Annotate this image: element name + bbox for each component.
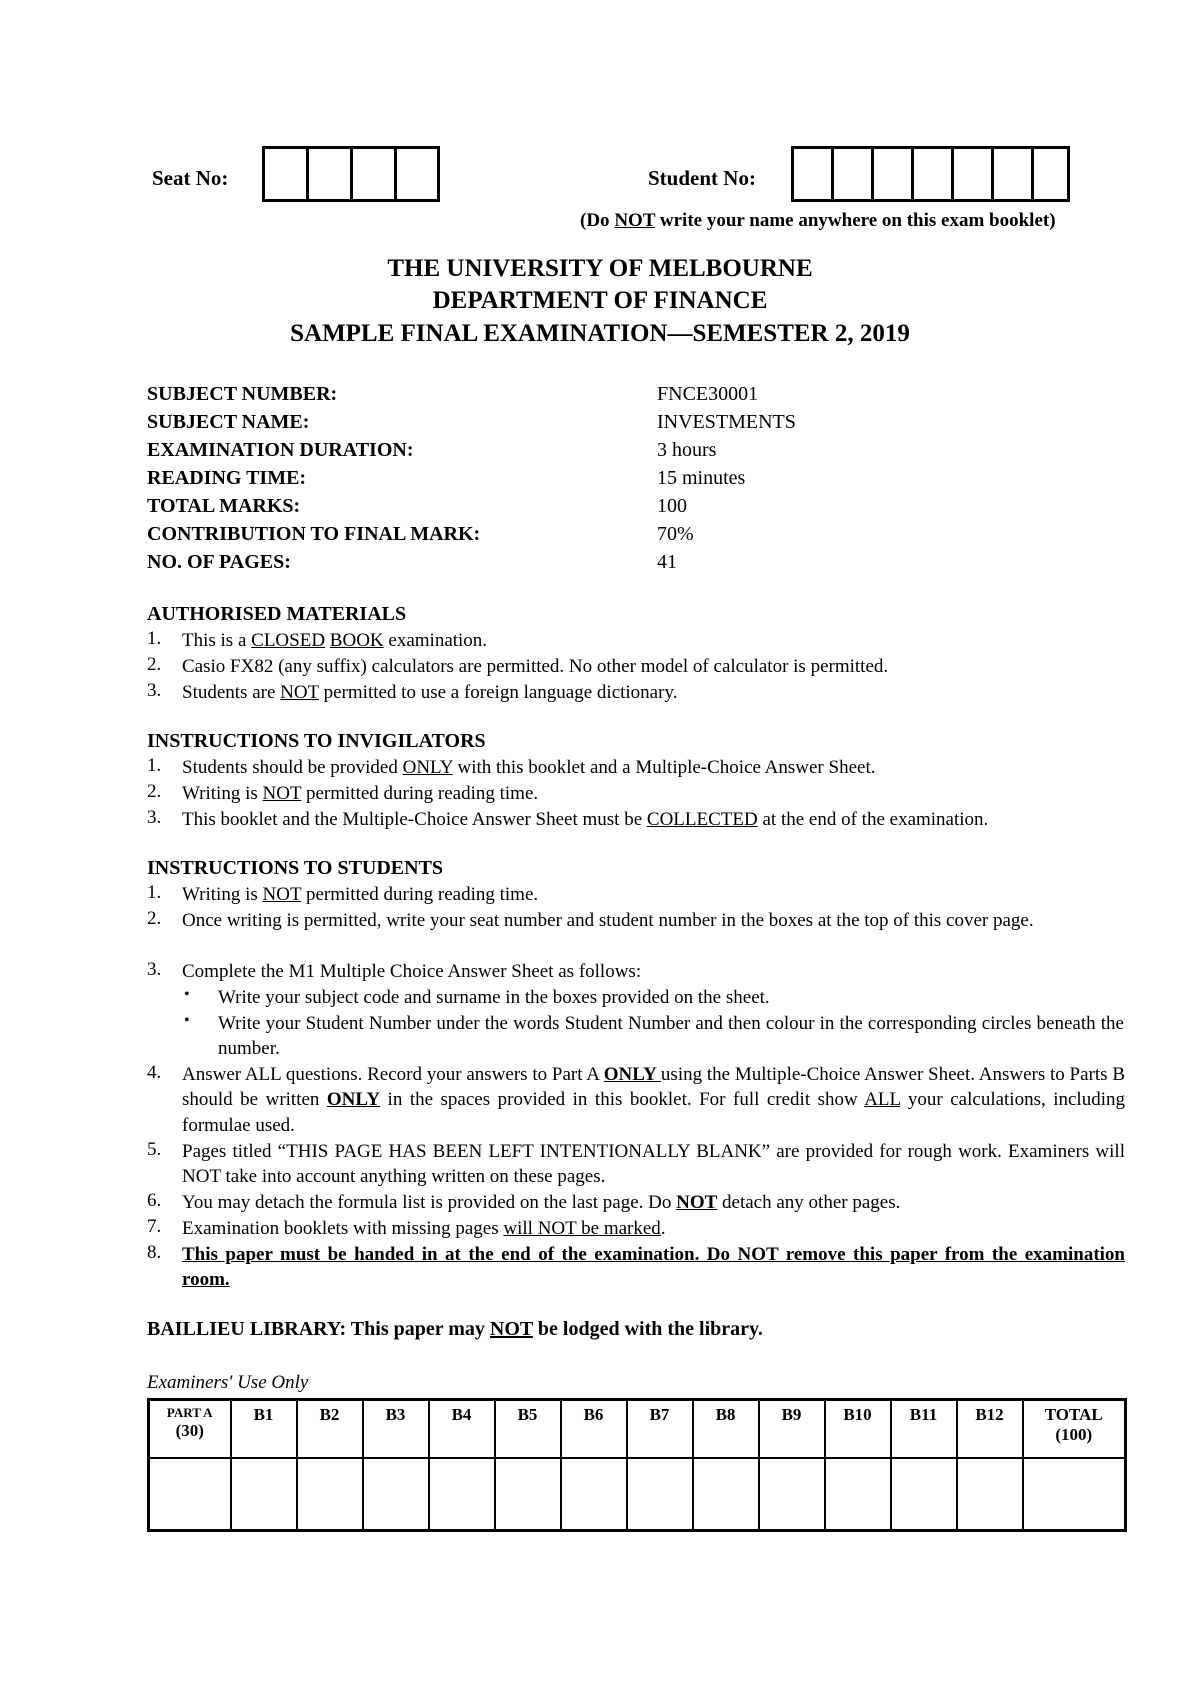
student-number-box[interactable]: [794, 149, 834, 199]
students-item-3: Complete the M1 Multiple Choice Answer Sheet as follows:: [182, 961, 642, 982]
detail-label-duration: EXAMINATION DURATION:: [147, 439, 414, 461]
detail-value-subject-number: FNCE30001: [657, 383, 759, 405]
students-item-1: Writing is NOT permitted during reading time.: [182, 884, 539, 905]
column-header-total: TOTAL (100): [1023, 1400, 1126, 1458]
mark-cell[interactable]: [149, 1458, 231, 1531]
bullet-icon: •: [184, 986, 190, 1003]
list-number: 1.: [147, 755, 162, 776]
students-bullet-2: Write your Student Number under the words Student Number and then colour in the corresponding circles beneath the number.: [218, 1013, 1124, 1060]
mark-cell[interactable]: [825, 1458, 891, 1531]
mark-cell[interactable]: [561, 1458, 627, 1531]
detail-value-subject-name: INVESTMENTS: [657, 411, 796, 433]
column-header: B7: [627, 1400, 693, 1458]
list-number: 2.: [147, 908, 162, 929]
student-number-label: Student No:: [648, 166, 756, 190]
list-number: 1.: [147, 882, 162, 903]
table-row: [149, 1458, 1126, 1531]
column-header-part-a: PART A (30): [149, 1400, 231, 1458]
invigilators-item-3: This booklet and the Multiple-Choice Answer Sheet must be COLLECTED at the end of the examination.: [182, 809, 989, 830]
list-number: 5.: [147, 1139, 162, 1160]
column-header: B4: [429, 1400, 495, 1458]
authorised-item-2: Casio FX82 (any suffix) calculators are permitted. No other model of calculator is permitted.: [182, 656, 889, 677]
column-header: B1: [231, 1400, 297, 1458]
mark-cell[interactable]: [891, 1458, 957, 1531]
column-header: B6: [561, 1400, 627, 1458]
student-number-box[interactable]: [994, 149, 1034, 199]
student-number-box[interactable]: [874, 149, 914, 199]
list-number: 4.: [147, 1062, 162, 1083]
invigilators-item-1: Students should be provided ONLY with this booklet and a Multiple-Choice Answer Sheet.: [182, 757, 876, 778]
authorised-item-1: This is a CLOSED BOOK examination.: [182, 630, 488, 651]
authorised-materials-heading: AUTHORISED MATERIALS: [147, 603, 407, 625]
detail-label-contribution: CONTRIBUTION TO FINAL MARK:: [147, 523, 481, 545]
seat-number-box[interactable]: [265, 149, 309, 199]
student-number-box[interactable]: [834, 149, 874, 199]
detail-label-subject-name: SUBJECT NAME:: [147, 411, 310, 433]
list-number: 2.: [147, 781, 162, 802]
mark-cell[interactable]: [363, 1458, 429, 1531]
list-number: 7.: [147, 1216, 162, 1237]
mark-cell-total[interactable]: [1023, 1458, 1126, 1531]
examiners-marks-table: [147, 1398, 1127, 1532]
table-header-row: [149, 1400, 1126, 1458]
detail-label-subject-number: SUBJECT NUMBER:: [147, 383, 338, 405]
students-item-2: Once writing is permitted, write your seat number and student number in the boxes at the top of this cover page.: [182, 910, 1034, 931]
list-number: 8.: [147, 1242, 162, 1263]
list-number: 3.: [147, 680, 162, 701]
list-number: 3.: [147, 959, 162, 980]
detail-value-reading-time: 15 minutes: [657, 467, 746, 489]
mark-cell[interactable]: [297, 1458, 363, 1531]
detail-label-total-marks: TOTAL MARKS:: [147, 495, 301, 517]
mark-cell[interactable]: [627, 1458, 693, 1531]
list-number: 3.: [147, 807, 162, 828]
university-title: THE UNIVERSITY OF MELBOURNE: [387, 255, 813, 282]
students-item-7: Examination booklets with missing pages will NOT be marked.: [182, 1218, 666, 1239]
invigilators-heading: INSTRUCTIONS TO INVIGILATORS: [147, 730, 486, 752]
column-header: B8: [693, 1400, 759, 1458]
students-bullet-1: Write your subject code and surname in the boxes provided on the sheet.: [218, 987, 770, 1008]
students-item-8: This paper must be handed in at the end of the examination. Do NOT remove this paper from the examination room.: [182, 1244, 1125, 1291]
invigilators-item-2: Writing is NOT permitted during reading time.: [182, 783, 539, 804]
column-header: B3: [363, 1400, 429, 1458]
seat-number-label: Seat No:: [152, 166, 229, 190]
exam-title: SAMPLE FINAL EXAMINATION—SEMESTER 2, 2019: [290, 320, 910, 347]
detail-value-total-marks: 100: [657, 495, 687, 517]
department-title: DEPARTMENT OF FINANCE: [432, 287, 768, 314]
column-header: B9: [759, 1400, 825, 1458]
column-header: B12: [957, 1400, 1023, 1458]
seat-number-box[interactable]: [353, 149, 397, 199]
mark-cell[interactable]: [495, 1458, 561, 1531]
students-item-5: Pages titled “THIS PAGE HAS BEEN LEFT INTENTIONALLY BLANK” are provided for rough work. Examiners will NOT take into account anything written on these pages.: [182, 1141, 1125, 1188]
seat-number-box[interactable]: [309, 149, 353, 199]
detail-label-reading-time: READING TIME:: [147, 467, 307, 489]
students-item-6: You may detach the formula list is provided on the last page. Do NOT detach any other pages.: [182, 1192, 901, 1213]
detail-value-pages: 41: [657, 551, 677, 573]
mark-cell[interactable]: [231, 1458, 297, 1531]
student-number-boxes[interactable]: [791, 146, 1070, 202]
examiners-caption: Examiners' Use Only: [147, 1372, 309, 1393]
students-heading: INSTRUCTIONS TO STUDENTS: [147, 857, 444, 879]
student-number-box[interactable]: [914, 149, 954, 199]
column-header: B5: [495, 1400, 561, 1458]
mark-cell[interactable]: [759, 1458, 825, 1531]
student-number-box[interactable]: [1034, 149, 1067, 199]
authorised-item-3: Students are NOT permitted to use a foreign language dictionary.: [182, 682, 678, 703]
seat-number-boxes[interactable]: [262, 146, 440, 202]
mark-cell[interactable]: [957, 1458, 1023, 1531]
list-number: 1.: [147, 628, 162, 649]
seat-number-box[interactable]: [397, 149, 437, 199]
mark-cell[interactable]: [693, 1458, 759, 1531]
column-header: B11: [891, 1400, 957, 1458]
detail-value-contribution: 70%: [657, 523, 694, 545]
mark-cell[interactable]: [429, 1458, 495, 1531]
detail-label-pages: NO. OF PAGES:: [147, 551, 291, 573]
column-header: B10: [825, 1400, 891, 1458]
name-warning-note: (Do NOT write your name anywhere on this exam booklet): [580, 210, 1056, 231]
column-header: B2: [297, 1400, 363, 1458]
student-number-box[interactable]: [954, 149, 994, 199]
students-item-4: Answer ALL questions. Record your answers to Part A ONLY using the Multiple-Choice Answer Sheet. Answers to Parts B should be written ONLY in the spaces provided in this booklet. For full credit show ALL your calculations, including formulae used.: [182, 1064, 1125, 1136]
bullet-icon: •: [184, 1012, 190, 1029]
detail-value-duration: 3 hours: [657, 439, 717, 461]
list-number: 2.: [147, 654, 162, 675]
library-note: BAILLIEU LIBRARY: This paper may NOT be lodged with the library.: [147, 1318, 763, 1340]
list-number: 6.: [147, 1190, 162, 1211]
